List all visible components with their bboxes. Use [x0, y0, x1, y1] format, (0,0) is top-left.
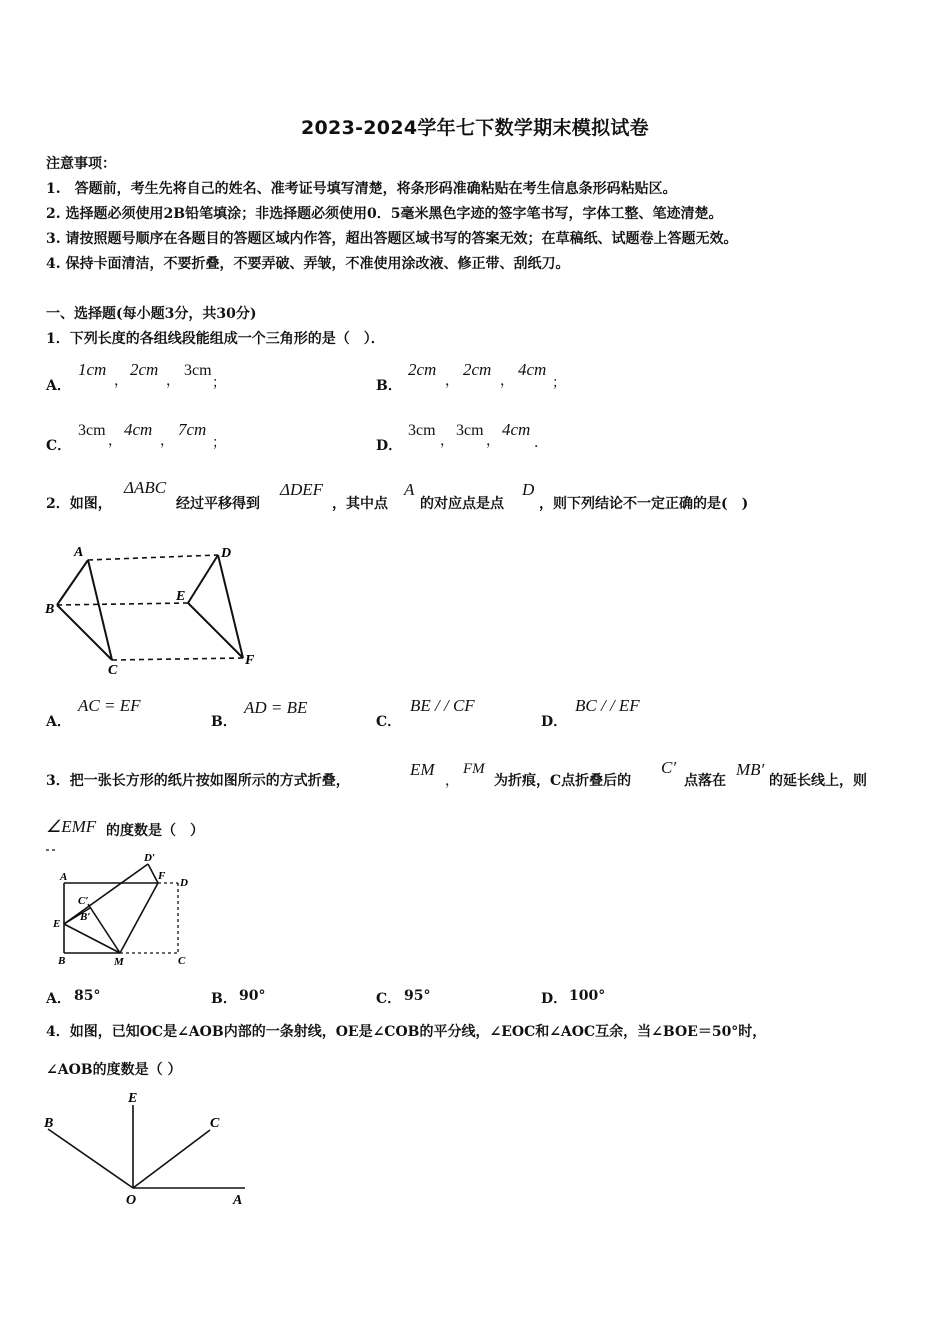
q1-option-c-label: C． [46, 438, 72, 454]
q2-option-d-math: BC / / EF [575, 696, 640, 715]
q3-text-5: 的度数是（ ） [106, 823, 204, 839]
notice-item-2: 2. 选择题必须使用2B铅笔填涂；非选择题必须使用0．5毫米黑色字迹的签字笔书写，字体工整、笔迹清楚。 [46, 206, 723, 222]
q2-option-a-label: A． [46, 714, 71, 730]
q4-stem-line-2: ∠AOB的度数是（ ） [46, 1062, 182, 1078]
notice-heading: 注意事项： [46, 156, 116, 172]
q3-line-em [64, 924, 120, 953]
q2-option-a-math: AC = EF [78, 696, 141, 715]
q1-b-len-2: 2cm [463, 360, 492, 379]
q3-label-f: F [158, 870, 166, 882]
q3-sep: ， [445, 773, 459, 789]
q2-math-abc: ΔABC [124, 478, 167, 497]
section-heading: 一、选择题(每小题3分，共30分) [46, 306, 257, 322]
q3-option-c-label: C． [376, 991, 402, 1007]
q1-c-len-1: 3cm [78, 422, 106, 439]
notice-item-1: 1. 答题前，考生先将自己的姓名、准考证号填写清楚，将条形码准确粘贴在考生信息条形码粘贴区。 [46, 181, 677, 197]
q2-option-c-math: BE / / CF [410, 696, 475, 715]
q1-d-len-1: 3cm [408, 422, 436, 439]
q4-label-o: O [126, 1193, 137, 1208]
q3-text-3: 点落在 [684, 773, 726, 789]
q2-text-1: 2．如图， [46, 496, 112, 512]
q1-a-len-2: 2cm [130, 360, 159, 379]
q3-math-mb: MB′ [736, 760, 765, 779]
q3-label-m: M [114, 956, 124, 968]
q2-label-c: C [108, 663, 118, 678]
q2-label-a: A [74, 545, 84, 560]
q2-line-de [188, 555, 218, 603]
q3-line-ed [64, 864, 148, 924]
q1-option-b-label: B． [376, 378, 402, 394]
q1-stem: 1．下列长度的各组线段能组成一个三角形的是（ ）． [46, 331, 385, 347]
q3-math-em: EM [410, 760, 435, 779]
q1-c-sep-2: ， [160, 433, 174, 449]
q1-d-len-2: 3cm [456, 422, 484, 439]
q1-b-sep-2: ， [500, 373, 514, 389]
q2-label-d: D [221, 546, 232, 561]
q1-option-a-label: A． [46, 378, 71, 394]
q1-d-len-3: 4cm [502, 420, 531, 439]
q3-text-4: 的延长线上，则 [769, 773, 867, 789]
q2-text-2: 经过平移得到 [176, 496, 260, 512]
q4-label-a: A [233, 1193, 243, 1208]
notice-item-4: 4. 保持卡面清洁，不要折叠，不要弄破、弄皱，不准使用涂改液、修正带、刮纸刀。 [46, 256, 570, 272]
q3-label-a: A [60, 871, 68, 883]
q4-ray-oc [133, 1130, 210, 1188]
q3-line-mc [88, 904, 120, 953]
q1-a-len-1: 1cm [78, 360, 107, 379]
q1-b-len-3: 4cm [518, 360, 547, 379]
q3-option-b-value: 90° [239, 988, 266, 1004]
page-title: 2023-2024学年七下数学期末模拟试卷 [301, 117, 649, 139]
q1-b-len-1: 2cm [408, 360, 437, 379]
q3-math-c: C′ [661, 758, 677, 777]
q3-option-a-value: 85° [74, 988, 101, 1004]
q3-label-d-prime: D′ [144, 852, 156, 864]
q1-c-end: ； [212, 435, 226, 451]
q2-option-b-label: B． [211, 714, 237, 730]
q2-label-f: F [245, 653, 255, 668]
q3-figure [40, 846, 200, 971]
q2-dash-ad [88, 555, 218, 560]
q1-c-len-2: 4cm [124, 420, 153, 439]
q4-label-c: C [210, 1116, 220, 1131]
q1-d-sep-2: ， [486, 433, 500, 449]
q3-line-fm [120, 883, 158, 953]
q1-d-sep-1: ， [440, 433, 454, 449]
q1-b-end: ； [552, 375, 566, 391]
q2-math-def: ΔDEF [280, 480, 324, 499]
q2-line-ef [188, 603, 243, 658]
q3-option-a-label: A． [46, 991, 71, 1007]
q3-label-c-prime: C′ [78, 895, 89, 907]
q1-a-len-3: 3cm [184, 362, 212, 379]
q2-label-e: E [176, 589, 186, 604]
q2-math-a: A [404, 480, 415, 499]
q2-math-d: D [522, 480, 535, 499]
q2-line-ab [57, 560, 88, 605]
q3-text-1: 3．把一张长方形的纸片按如图所示的方式折叠， [46, 773, 350, 789]
q2-dash-cf [112, 658, 243, 660]
q1-c-len-3: 7cm [178, 420, 207, 439]
q1-a-sep-2: ， [166, 373, 180, 389]
q3-label-c: C [178, 955, 186, 967]
q3-line-df [148, 864, 158, 883]
q4-stem-line-1: 4．如图，已知OC是∠AOB内部的一条射线，OE是∠COB的平分线，∠EOC和∠AOC互余，当∠BOE＝50°时， [46, 1024, 767, 1040]
q3-option-d-value: 100° [569, 988, 606, 1004]
q2-text-5: ，则下列结论不一定正确的是( ) [539, 496, 749, 512]
q2-line-bc [57, 605, 112, 660]
q4-label-e: E [128, 1091, 138, 1106]
q2-dash-be [57, 603, 188, 605]
q2-text-3: ，其中点 [332, 496, 388, 512]
q4-label-b: B [44, 1116, 54, 1131]
q3-math-fm: FM [463, 761, 485, 777]
q1-a-end: ； [212, 375, 226, 391]
q1-a-sep-1: ， [114, 373, 128, 389]
q2-line-ac [88, 560, 112, 660]
q3-label-e: E [53, 918, 61, 930]
q2-label-b: B [45, 602, 55, 617]
q2-option-b-math: AD = BE [244, 698, 308, 717]
q3-option-c-value: 95° [404, 988, 431, 1004]
q2-figure [40, 540, 270, 680]
q1-d-end: ． [534, 435, 548, 451]
notice-item-3: 3. 请按照题号顺序在各题目的答题区域内作答，超出答题区域书写的答案无效；在草稿纸、试题卷上答题无效。 [46, 231, 738, 247]
q1-option-d-label: D． [376, 438, 403, 454]
q3-label-b-prime: B′ [80, 911, 91, 923]
q4-ray-ob [48, 1129, 133, 1188]
q2-line-df [218, 555, 243, 658]
q3-option-d-label: D． [541, 991, 568, 1007]
q4-figure [40, 1085, 260, 1215]
q1-c-sep-1: ， [108, 433, 122, 449]
q3-option-b-label: B． [211, 991, 237, 1007]
q1-b-sep-1: ， [445, 373, 459, 389]
q3-label-b: B [58, 955, 66, 967]
q3-text-2: 为折痕，C点折叠后的 [494, 773, 632, 789]
q3-math-emf: ∠EMF [46, 817, 97, 836]
q2-option-d-label: D． [541, 714, 568, 730]
q2-text-4: 的对应点是点 [420, 496, 504, 512]
q2-option-c-label: C． [376, 714, 402, 730]
q3-label-d: D [180, 877, 188, 889]
